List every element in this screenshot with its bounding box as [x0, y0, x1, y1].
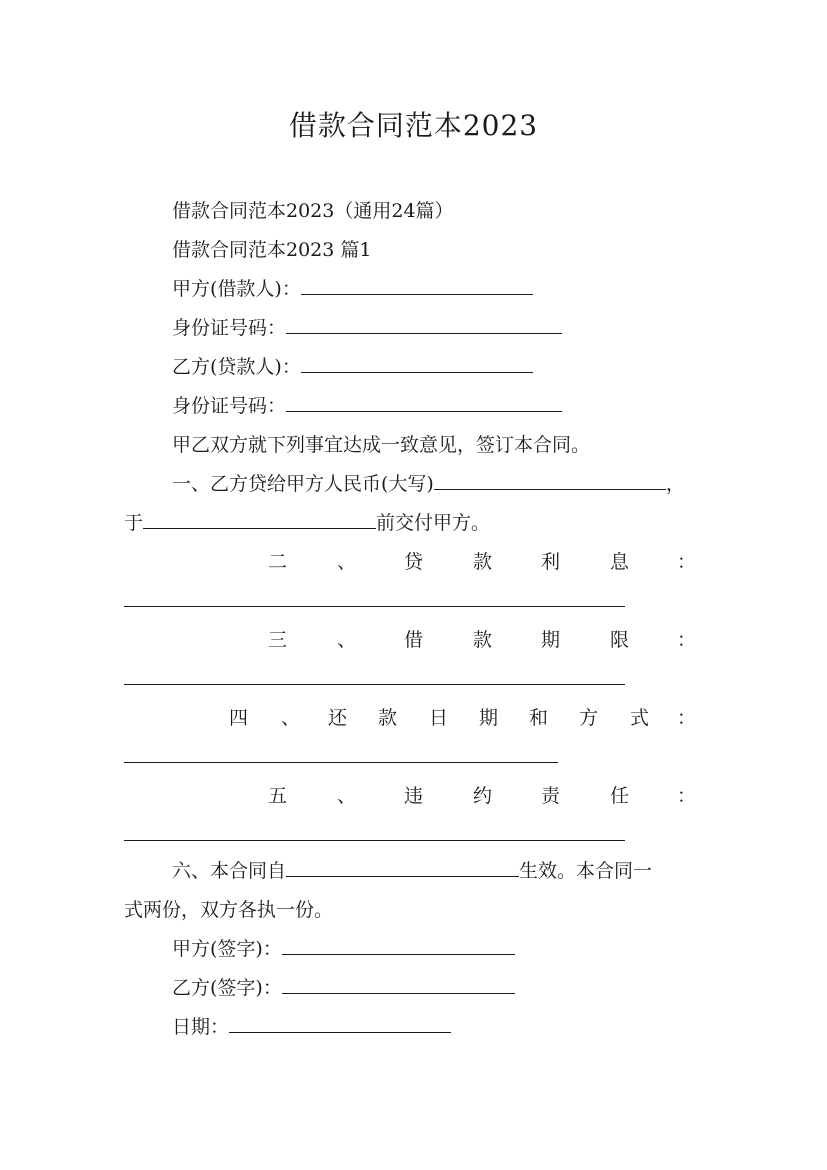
clause1-part2-suffix: 前交付甲方。 [376, 512, 491, 534]
id-number-label-2: 身份证号码： [172, 395, 287, 417]
clause4-char: 期 [479, 707, 499, 729]
clause4-char: 、 [281, 707, 301, 729]
clause3-char: 限 [610, 629, 630, 651]
clause2-char: 息 [610, 551, 630, 573]
effective-date-blank [286, 858, 519, 877]
clause1-row2 [124, 510, 490, 536]
clause3-char: 期 [541, 629, 561, 651]
party-a-borrower-blank [301, 276, 533, 295]
party-b-sign-label: 乙方(签字)： [172, 977, 282, 999]
clause1-row1 [172, 471, 685, 497]
clause2-blank [124, 606, 625, 607]
clause6-part1-suffix: 生效。本合同一 [519, 860, 653, 882]
clause5-char: 约 [473, 785, 493, 807]
party-b-lender-blank [301, 354, 533, 373]
clause1-part1: 一、乙方贷给甲方人民币(大写) [172, 473, 434, 495]
id-number-blank-2 [286, 393, 562, 412]
clause5-char: ： [677, 785, 697, 807]
party-a-sign-row [172, 936, 515, 962]
clause5-char: 任 [610, 785, 630, 807]
id-number-row-1 [172, 315, 562, 341]
date-blank [229, 1014, 451, 1033]
clause1-part2-prefix: 于 [124, 512, 144, 534]
party-b-lender-label: 乙方(贷款人)： [172, 356, 301, 378]
section-heading: 借款合同范本2023 篇1 [172, 239, 372, 261]
party-b-lender-row [172, 354, 533, 380]
clause3-char: ： [677, 629, 697, 651]
id-number-blank-1 [286, 315, 562, 334]
clause4-char: 和 [529, 707, 549, 729]
date-row [172, 1014, 451, 1040]
clause3-blank [124, 684, 625, 685]
loan-amount-blank [434, 471, 666, 490]
party-b-sign-row [172, 975, 515, 1001]
party-a-borrower-row [172, 276, 533, 302]
clause3-char: 借 [404, 629, 424, 651]
clause4-char: 还 [328, 707, 348, 729]
clause3-char: 、 [337, 629, 357, 651]
clause3-char: 三 [268, 629, 288, 651]
clause4-char: 方 [579, 707, 599, 729]
clause4-char: 式 [630, 707, 650, 729]
clause6-part1-prefix: 六、本合同自 [172, 860, 287, 882]
party-a-borrower-label: 甲方(借款人)： [172, 278, 301, 300]
party-a-sign-label: 甲方(签字)： [172, 938, 282, 960]
party-b-sign-blank [282, 975, 515, 994]
clause2-char: ： [677, 551, 697, 573]
party-a-sign-blank [282, 936, 515, 955]
clause5-char: 、 [337, 785, 357, 807]
clause2-char: 二 [268, 551, 288, 573]
clause6-row2: 式两份，双方各执一份。 [124, 899, 334, 921]
document-title: 借款合同范本2023 [288, 109, 539, 142]
clause5-char: 五 [268, 785, 288, 807]
clause4-char: 日 [429, 707, 449, 729]
clause6-row1 [172, 858, 652, 884]
clause4-blank [124, 762, 558, 763]
clause5-blank [124, 840, 625, 841]
delivery-date-blank [143, 510, 376, 529]
agreement-intro: 甲乙双方就下列事宜达成一致意见，签订本合同。 [172, 434, 591, 456]
clause5-char: 责 [541, 785, 561, 807]
date-label: 日期： [172, 1016, 230, 1038]
clause4-char: 四 [229, 707, 249, 729]
clause4-char: 款 [378, 707, 398, 729]
id-number-row-2 [172, 393, 562, 419]
id-number-label-1: 身份证号码： [172, 317, 287, 339]
clause2-char: 利 [541, 551, 561, 573]
document-subtitle: 借款合同范本2023（通用24篇） [172, 200, 454, 222]
clause5-char: 违 [404, 785, 424, 807]
clause2-char: 款 [473, 551, 493, 573]
clause4-char: ： [677, 707, 697, 729]
clause3-char: 款 [473, 629, 493, 651]
clause1-comma: ， [665, 473, 685, 495]
clause2-char: 、 [337, 551, 357, 573]
clause2-char: 贷 [404, 551, 424, 573]
